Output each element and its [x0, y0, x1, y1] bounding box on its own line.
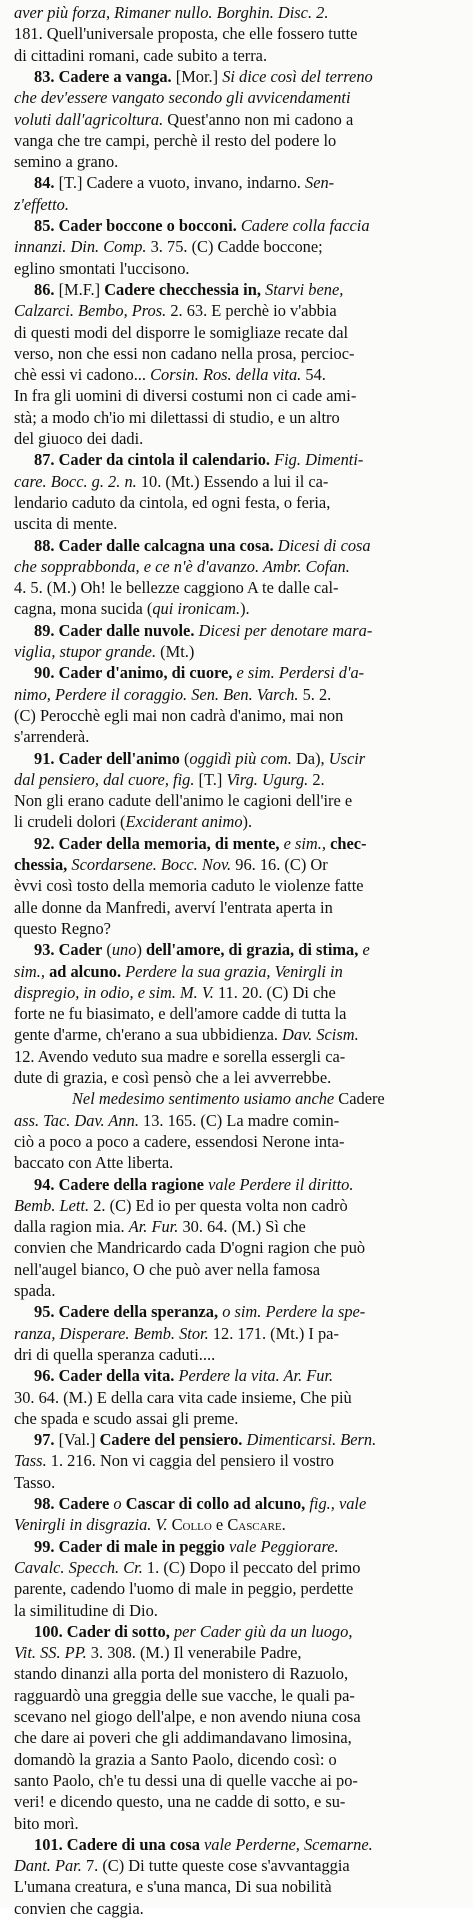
text-run: forte ne fu biasimato, e dell'amore cadde di tutta la: [14, 1004, 347, 1024]
text-line: [14, 24, 462, 44]
text-run: nell'augel bianco, O che può aver nella famosa: [14, 1259, 321, 1279]
text-run: scevano nel giogo dell'alpe, e non avendo niuna cosa: [14, 1707, 361, 1726]
text-line: [14, 1856, 462, 1876]
text-run: baccato con Atte liberta.: [14, 1153, 174, 1173]
italic-text: fig., vale: [309, 1494, 367, 1513]
italic-text: Dimenticarsi. Bern.: [246, 1430, 377, 1450]
text-line: [14, 855, 462, 875]
text-run: Non gli erano cadute dell'animo le cagioni dell'ire e: [14, 791, 353, 811]
text-line: [14, 1601, 462, 1621]
text-line: [34, 940, 462, 960]
italic-text: voluti dall'agricoltura.: [14, 109, 164, 129]
text-run: [M.F.]: [54, 279, 105, 299]
text-run: [T.] Cadere a vuoto, invano, indarno.: [54, 173, 305, 193]
text-line: [14, 1515, 462, 1535]
italic-text: Si dice così del terreno: [222, 66, 373, 86]
entry-heading: Cadere checchessia in,: [104, 279, 261, 299]
italic-text: e: [362, 940, 370, 960]
text-line: [14, 1707, 462, 1727]
text-run: vanga che tre campi, perchè il resto del podere lo: [14, 130, 337, 150]
entry-heading: 100. Cader di sotto,: [34, 1621, 170, 1641]
italic-text: dal pensiero, dal cuore, fig.: [14, 769, 195, 789]
italic-text: viglia, stupor grande.: [14, 642, 157, 661]
text-run: dalla ragion mia.: [14, 1217, 129, 1237]
text-line: [14, 1409, 462, 1429]
entry-heading: 97.: [34, 1430, 55, 1450]
text-line: [14, 876, 462, 896]
text-run: ).: [242, 812, 253, 832]
text-run: In fra gli uomini di diversi costumi non ci cade ami-: [14, 386, 357, 406]
text-line: [14, 514, 462, 534]
entry-heading: 84.: [34, 173, 55, 193]
entry-heading: 94. Cadere della ragione: [34, 1174, 204, 1194]
text-line: [14, 131, 462, 151]
italic-text: Perdere la vita. Ar. Fur.: [178, 1366, 334, 1386]
text-run: parente, cadendo l'uomo di male in peggio, perdette: [14, 1579, 354, 1599]
italic-text: vale Peggiorare.: [229, 1536, 339, 1556]
text-run: gente d'arme, ch'erano a sua ubbidienza.: [14, 1025, 283, 1045]
italic-text: z'effetto.: [14, 194, 69, 214]
text-line: [14, 429, 462, 449]
italic-text: o sim. Perdere la spe-: [222, 1302, 366, 1322]
text-line: [34, 216, 462, 236]
text-line: [14, 1792, 462, 1812]
italic-text: Dicesi di cosa: [277, 535, 371, 555]
text-line: [14, 1345, 462, 1365]
italic-text: per Cader giù da un luogo,: [173, 1621, 353, 1641]
entry-heading: 83. Cadere a vanga.: [34, 66, 172, 86]
text-line: [14, 301, 462, 321]
text-run: 1. (C) Dopo il peccato del primo: [142, 1557, 361, 1577]
text-run: convien che caggia.: [14, 1898, 144, 1918]
italic-text: e sim. Perdersi d'a-: [236, 663, 365, 683]
text-run: 3. 75. (C) Cadde boccone;: [146, 237, 323, 257]
text-line: [14, 962, 462, 982]
text-run: stando dinanzi alla porta del monistero di Razuolo,: [14, 1664, 349, 1684]
text-line: [14, 1025, 462, 1045]
text-run: 54.: [301, 365, 326, 385]
italic-text: nimo, Perdere il coraggio. Sen. Ben. Varch.: [14, 684, 299, 704]
text-line: [34, 621, 462, 641]
text-line: [14, 1047, 462, 1067]
text-line: [14, 323, 462, 343]
text-line: [14, 472, 462, 492]
text-run: 7. (C) Di tutte queste cose s'avvantaggia: [81, 1856, 350, 1876]
text-line: [34, 663, 462, 683]
text-line: [14, 1153, 462, 1173]
text-line: [14, 919, 462, 939]
italic-text: Exciderant animo: [125, 812, 243, 832]
text-run: che dare ai poveri che gli addimandavano limosina,: [14, 1728, 352, 1748]
text-line: [14, 3, 462, 23]
text-run: s'arrenderà.: [14, 727, 90, 747]
text-run: lendario caduto da cintola, ed ogni festa, o feria,: [14, 492, 331, 512]
text-run: semino a grano.: [14, 152, 119, 172]
italic-text: qui ironicam.: [152, 599, 241, 619]
italic-text: Nel medesimo sentimento usiamo anche: [72, 1089, 335, 1109]
italic-text: Tass.: [14, 1451, 47, 1471]
text-line: [14, 1281, 462, 1301]
text-line: [14, 727, 462, 747]
text-run: e: [211, 1515, 228, 1535]
text-run: Tasso.: [14, 1472, 56, 1492]
text-line: [14, 557, 462, 577]
text-line: [14, 1068, 462, 1088]
text-line: [14, 578, 462, 598]
text-line: [14, 1451, 462, 1471]
italic-text: Cadere colla faccia: [240, 216, 370, 235]
entry-heading: 92. Cader della memoria, di mente,: [34, 833, 280, 853]
text-line: [14, 344, 462, 364]
text-run: domandò la grazia a Santo Paolo, dicendo così: o: [14, 1749, 337, 1769]
text-run: eglino smontati l'uccisono.: [14, 258, 190, 278]
text-line: [14, 195, 462, 215]
text-line: [34, 173, 462, 193]
entry-heading: 88. Cader dalle calcagna una cosa.: [34, 535, 274, 555]
italic-text: Scordarsene. Bocc. Nov.: [71, 855, 232, 874]
text-line: [34, 67, 462, 87]
entry-heading: chessia,: [14, 855, 68, 874]
text-run: Collo: [171, 1515, 212, 1535]
text-line: [14, 642, 462, 662]
entry-heading: Cascar di collo ad alcuno,: [125, 1494, 306, 1513]
text-run: (Mt.): [156, 642, 195, 661]
text-run: 12. 171. (Mt.) I pa-: [208, 1323, 339, 1343]
text-line: [14, 706, 462, 726]
italic-text: Perdere la sua grazia, Venirgli in: [125, 961, 343, 981]
entry-heading: chec-: [330, 833, 367, 853]
text-line: [14, 1132, 462, 1152]
italic-text: e sim.,: [283, 833, 326, 853]
text-line: [14, 685, 462, 705]
text-line: [14, 88, 462, 108]
text-run: 1. 216. Non vi caggia del pensiero il vostro: [46, 1451, 334, 1471]
text-line: [14, 1750, 462, 1770]
italic-text: aver più forza, Rimaner nullo. Borghin. Disc. 2.: [14, 3, 329, 22]
text-run: santo Paolo, ch'e tu dessi una di quelle vacche ai po-: [14, 1770, 358, 1790]
text-line: [14, 1111, 462, 1131]
text-run: convien che Mandricardo cada D'ogni ragion che può: [14, 1238, 366, 1258]
text-line: [14, 770, 462, 790]
entry-heading: 99. Cader di male in peggio: [34, 1536, 225, 1556]
text-run: che spada e scudo assai gli preme.: [14, 1408, 239, 1428]
text-run: [Val.]: [54, 1430, 100, 1450]
italic-text: uno: [111, 940, 137, 960]
text-line: [14, 1686, 462, 1706]
italic-text: Virg. Ugurg.: [226, 769, 309, 789]
italic-text: Fig. Dimenti-: [274, 450, 364, 470]
text-line: [14, 1324, 462, 1344]
text-run: Quest'anno non mi cadono a: [163, 109, 354, 129]
italic-text: dispregio, in odio, e sim. M. V.: [14, 982, 214, 1002]
text-run: 30. 64. (M.) Sì che: [178, 1217, 306, 1237]
text-line: [34, 1835, 462, 1855]
text-run: ): [136, 940, 147, 960]
text-line: [34, 536, 462, 556]
italic-text: ranza, Disperare. Bemb. Stor.: [14, 1323, 209, 1343]
italic-text: sim.,: [14, 961, 45, 981]
text-line: [14, 1728, 462, 1748]
text-run: del giuoco dei dadi.: [14, 429, 144, 448]
text-run: dute di grazia, e così pensò che a lei avverrebbe.: [14, 1068, 332, 1087]
entry-heading: 93. Cader: [34, 940, 103, 960]
text-run: ragguardò una greggia delle sue vacche, le quali pa-: [14, 1685, 355, 1705]
italic-text: Bemb. Lett.: [14, 1195, 90, 1215]
italic-text: Corsin. Ros. della vita.: [150, 365, 302, 385]
text-line: [14, 983, 462, 1003]
text-run: ).: [240, 599, 250, 619]
entry-heading: Cadere del pensiero.: [99, 1430, 243, 1450]
text-run: 3. 308. (M.) Il venerabile Padre,: [86, 1643, 302, 1663]
italic-text: vale Perdere il diritto.: [208, 1174, 354, 1194]
entry-heading: 89. Cader dalle nuvole.: [34, 620, 195, 640]
text-line: [14, 1877, 462, 1897]
italic-text: Vit. SS. PP.: [14, 1643, 87, 1663]
entry-heading: 95. Cadere della speranza,: [34, 1302, 219, 1322]
text-line: [14, 46, 462, 66]
text-run: (: [102, 940, 112, 960]
entry-heading: 85. Cader boccone o bocconi.: [34, 216, 237, 235]
text-line: [34, 1537, 462, 1557]
text-run: verso, non che essi non cadano nella prosa, percioc-: [14, 343, 355, 363]
text-run: (C) Perocchè egli mai non cadrà d'animo, mai non: [14, 705, 344, 725]
italic-text: Ar. Fur.: [128, 1217, 179, 1237]
text-line: [34, 280, 462, 300]
text-line: [14, 1814, 462, 1834]
italic-text: ass. Tac. Dav. Ann.: [14, 1110, 139, 1130]
text-line: [34, 1430, 462, 1450]
italic-text: Venirgli in disgrazia. V.: [14, 1515, 168, 1535]
text-run: 11. 20. (C) Di che: [213, 982, 336, 1002]
text-run: 96. 16. (C) Or: [231, 855, 328, 874]
entry-heading: 98. Cadere: [34, 1494, 110, 1513]
text-run: L'umana creatura, e s'una manca, Di sua nobilità: [14, 1877, 332, 1897]
italic-text: care. Bocc. g. 2. n.: [14, 471, 137, 491]
text-run: Cascare.: [227, 1515, 286, 1535]
text-line: [34, 450, 462, 470]
text-run: 10. (Mt.) Essendo a lui il ca-: [136, 471, 329, 491]
text-run: 5. 2.: [298, 684, 332, 704]
text-line: [14, 408, 462, 428]
italic-text: Starvi bene,: [265, 279, 344, 299]
text-run: bito morì.: [14, 1813, 79, 1833]
text-line: [14, 259, 462, 279]
text-line: [14, 1004, 462, 1024]
text-run: uscita di mente.: [14, 514, 118, 534]
text-run: questo Regno?: [14, 918, 111, 938]
text-line: [14, 812, 462, 832]
text-line: [14, 1899, 462, 1919]
text-line: [14, 110, 462, 130]
text-run: li crudeli dolori (: [14, 812, 126, 832]
text-line: [34, 1302, 462, 1322]
text-run: la similitudine di Dio.: [14, 1600, 158, 1620]
italic-text: Cavalc. Specch. Cr.: [14, 1557, 143, 1577]
text-run: cagna, mona sucida (: [14, 599, 153, 619]
text-line: [14, 1558, 462, 1578]
text-run: 2. 63. E perchè io v'abbia: [166, 301, 337, 321]
text-run: chè essi vi cadono...: [14, 365, 151, 385]
text-line: [14, 1196, 462, 1216]
text-run: 181. Quell'universale proposta, che elle fossero tutte: [14, 24, 358, 44]
entry-heading: 96. Cader della vita.: [34, 1366, 175, 1386]
entry-heading: 86.: [34, 279, 55, 299]
text-run: 13. 165. (C) La madre comin-: [138, 1110, 340, 1130]
italic-text: Sen-: [305, 173, 335, 193]
text-run: veri! e dicendo questo, una ne cadde di sotto, e su-: [14, 1792, 346, 1812]
text-line: [14, 493, 462, 513]
text-run: di cittadini romani, cade subito a terra.: [14, 45, 268, 65]
entry-heading: 87. Cader da cintola il calendario.: [34, 450, 270, 470]
italic-text: Dant. Par.: [14, 1856, 82, 1876]
text-line: [34, 1366, 462, 1386]
entry-heading: ad alcuno.: [49, 961, 122, 981]
text-line: [14, 1260, 462, 1280]
text-run: [Mor.]: [171, 66, 223, 86]
text-run: Cadere: [334, 1089, 385, 1109]
text-line: [34, 1494, 462, 1514]
text-line: [34, 749, 462, 769]
italic-text: Calzarci. Bembo, Pros.: [14, 301, 167, 321]
text-line: [14, 898, 462, 918]
text-line: [14, 1473, 462, 1493]
italic-text: Dav. Scism.: [282, 1025, 359, 1045]
entry-heading: 91. Cader dell'animo: [34, 748, 180, 768]
text-run: (: [179, 748, 190, 768]
text-line: [14, 386, 462, 406]
text-run: 2. (C) Ed io per questa volta non cadrò: [89, 1195, 348, 1215]
text-line: [14, 152, 462, 172]
entry-heading: dell'amore, di grazia, di stima,: [146, 940, 359, 960]
text-line: [14, 365, 462, 385]
italic-text: che dev'essere vangato secondo gli avvicendamenti: [14, 88, 351, 108]
text-run: dri di quella speranza caduti....: [14, 1344, 216, 1364]
text-line: [14, 599, 462, 619]
text-line: [34, 834, 462, 854]
text-line: [14, 791, 462, 811]
text-line: [14, 237, 462, 257]
entry-heading: 101. Cadere di una cosa: [34, 1834, 200, 1854]
text-line: [14, 1771, 462, 1791]
text-run: èvvi così tosto della memoria caduto le violenze fatte: [14, 876, 364, 896]
text-line: [72, 1089, 462, 1109]
italic-text: vale Perderne, Scemarne.: [204, 1834, 373, 1854]
text-line: [14, 1238, 462, 1258]
italic-text: Dicesi per denotare mara-: [198, 620, 373, 640]
text-line: [14, 1643, 462, 1663]
text-run: 4. 5. (M.) Oh! le bellezze caggiono A te dalle cal-: [14, 578, 339, 598]
italic-text: Uscir: [328, 748, 366, 768]
text-run: ciò a poco a poco a cadere, essendosi Nerone inta-: [14, 1131, 345, 1151]
text-run: stà; a modo ch'io mi dilettassi di studio, e un altro: [14, 407, 340, 427]
text-run: 30. 64. (M.) E della cara vita cade insieme, Che più: [14, 1387, 352, 1407]
entry-heading: 90. Cader d'animo, di cuore,: [34, 663, 233, 683]
text-line: [34, 1175, 462, 1195]
text-line: [34, 1622, 462, 1642]
text-line: [14, 1388, 462, 1408]
text-line: [14, 1579, 462, 1599]
text-run: Da),: [291, 748, 329, 768]
text-run: 12. Avendo veduto sua madre e sorella essergli ca-: [14, 1046, 346, 1066]
italic-text: oggidì più com.: [189, 748, 292, 768]
text-run: spada.: [14, 1281, 56, 1300]
text-line: [14, 1664, 462, 1684]
text-run: di questi modi del disporre le somigliaze recate dal: [14, 322, 349, 342]
text-run: alle donne da Manfredi, averví l'entrata aperta in: [14, 897, 333, 917]
italic-text: che sopprabbonda, e ce n'è d'avanzo. Ambr. Cofan.: [14, 556, 350, 576]
text-run: 2.: [308, 769, 325, 789]
italic-text: o: [113, 1494, 122, 1513]
text-run: [T.]: [194, 769, 227, 789]
text-line: [14, 1217, 462, 1237]
italic-text: innanzi. Din. Comp.: [14, 237, 147, 257]
